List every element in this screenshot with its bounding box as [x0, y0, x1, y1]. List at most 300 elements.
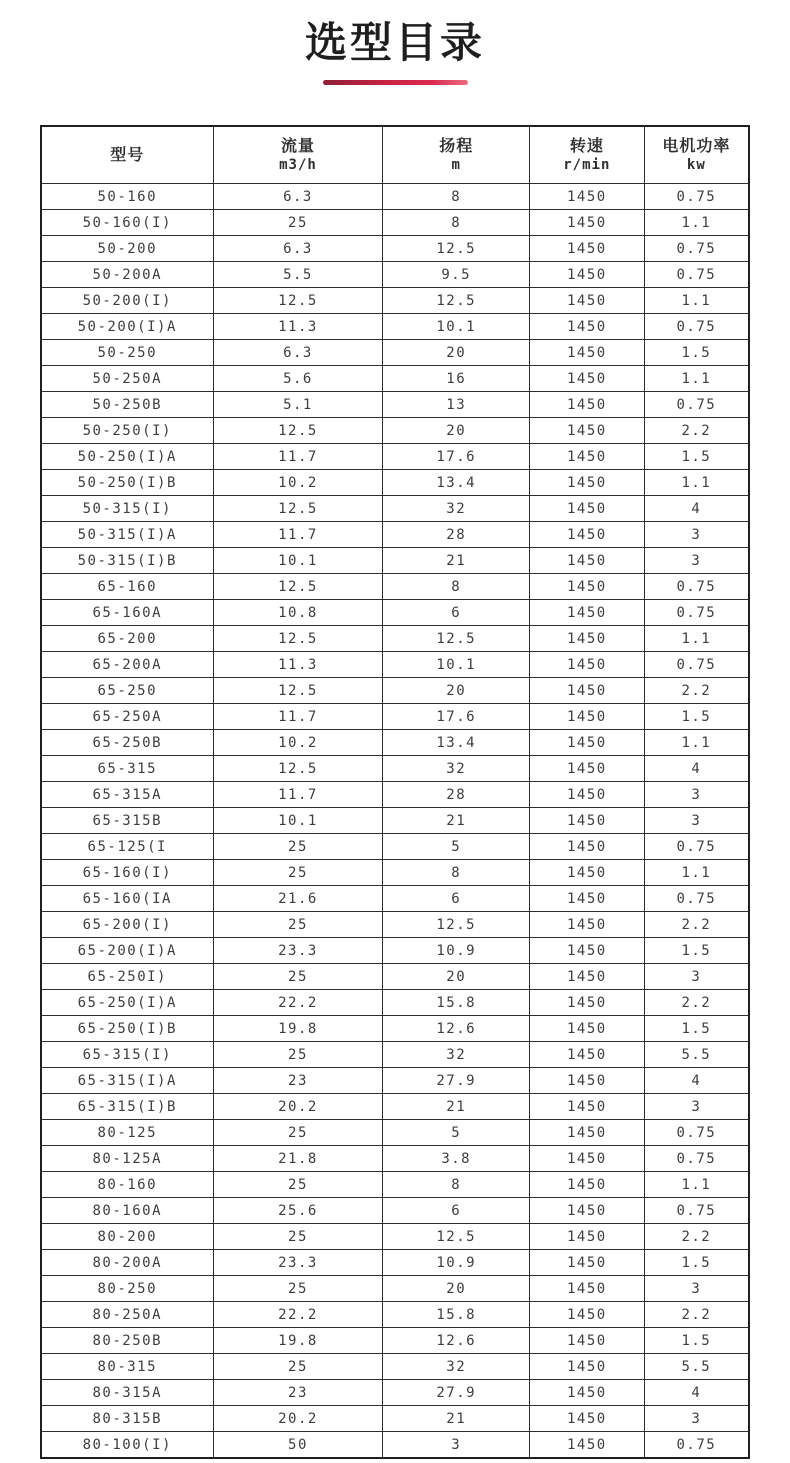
table-row	[41, 184, 749, 210]
speed-cell: 1450	[529, 860, 644, 886]
head-cell: 32	[383, 1042, 530, 1068]
power-cell: 5.5	[644, 1354, 749, 1380]
table-row	[41, 704, 749, 730]
table-row	[41, 288, 749, 314]
speed-cell: 1450	[529, 418, 644, 444]
head-cell: 12.6	[383, 1328, 530, 1354]
power-cell: 1.5	[644, 704, 749, 730]
column-unit: kw	[686, 157, 706, 173]
model-cell: 65-250(I)A	[41, 990, 213, 1016]
speed-cell: 1450	[529, 184, 644, 210]
flow-cell: 23	[213, 1380, 383, 1406]
flow-cell: 22.2	[213, 990, 383, 1016]
flow-cell: 25	[213, 1172, 383, 1198]
column-header-speed	[529, 126, 644, 184]
speed-cell: 1450	[529, 600, 644, 626]
table-row	[41, 1094, 749, 1120]
head-cell: 12.5	[383, 626, 530, 652]
speed-cell: 1450	[529, 1276, 644, 1302]
table-row	[41, 626, 749, 652]
head-cell: 21	[383, 808, 530, 834]
flow-cell: 11.7	[213, 782, 383, 808]
table-row	[41, 1016, 749, 1042]
flow-cell: 25	[213, 1224, 383, 1250]
table-row	[41, 990, 749, 1016]
table-row	[41, 210, 749, 236]
flow-cell: 25	[213, 912, 383, 938]
head-cell: 12.5	[383, 1224, 530, 1250]
model-cell: 65-315A	[41, 782, 213, 808]
head-cell: 3.8	[383, 1146, 530, 1172]
speed-cell: 1450	[529, 496, 644, 522]
column-name: 流量	[280, 136, 315, 155]
table-row	[41, 496, 749, 522]
power-cell: 0.75	[644, 886, 749, 912]
flow-cell: 6.3	[213, 184, 383, 210]
table-row	[41, 574, 749, 600]
power-cell: 1.1	[644, 626, 749, 652]
model-cell: 80-315	[41, 1354, 213, 1380]
head-cell: 21	[383, 1094, 530, 1120]
flow-cell: 12.5	[213, 574, 383, 600]
table-row	[41, 1250, 749, 1276]
power-cell: 3	[644, 1094, 749, 1120]
power-cell: 2.2	[644, 418, 749, 444]
head-cell: 5	[383, 1120, 530, 1146]
speed-cell: 1450	[529, 964, 644, 990]
table-row	[41, 600, 749, 626]
table-row	[41, 782, 749, 808]
speed-cell: 1450	[529, 1068, 644, 1094]
flow-cell: 10.1	[213, 808, 383, 834]
title-underline-accent	[323, 80, 468, 85]
model-cell: 65-315(I)	[41, 1042, 213, 1068]
power-cell: 0.75	[644, 600, 749, 626]
column-name: 电机功率	[662, 136, 731, 155]
head-cell: 13	[383, 392, 530, 418]
speed-cell: 1450	[529, 912, 644, 938]
head-cell: 10.9	[383, 1250, 530, 1276]
table-row	[41, 1406, 749, 1432]
flow-cell: 10.2	[213, 470, 383, 496]
table-row	[41, 912, 749, 938]
model-cell: 65-200	[41, 626, 213, 652]
model-cell: 80-100(I)	[41, 1432, 213, 1459]
speed-cell: 1450	[529, 626, 644, 652]
head-cell: 28	[383, 522, 530, 548]
column-name: 转速	[569, 136, 604, 155]
table-row	[41, 418, 749, 444]
speed-cell: 1450	[529, 756, 644, 782]
power-cell: 1.5	[644, 1016, 749, 1042]
power-cell: 4	[644, 1380, 749, 1406]
speed-cell: 1450	[529, 808, 644, 834]
model-cell: 50-200(I)A	[41, 314, 213, 340]
table-row	[41, 756, 749, 782]
model-cell: 50-315(I)	[41, 496, 213, 522]
head-cell: 15.8	[383, 1302, 530, 1328]
table-row	[41, 886, 749, 912]
head-cell: 15.8	[383, 990, 530, 1016]
flow-cell: 25	[213, 210, 383, 236]
speed-cell: 1450	[529, 834, 644, 860]
speed-cell: 1450	[529, 782, 644, 808]
power-cell: 1.5	[644, 1328, 749, 1354]
flow-cell: 50	[213, 1432, 383, 1459]
column-header-head	[383, 126, 530, 184]
power-cell: 2.2	[644, 912, 749, 938]
power-cell: 3	[644, 964, 749, 990]
model-cell: 65-250A	[41, 704, 213, 730]
flow-cell: 10.1	[213, 548, 383, 574]
speed-cell: 1450	[529, 1146, 644, 1172]
column-name: 扬程	[439, 136, 474, 155]
head-cell: 20	[383, 964, 530, 990]
table-row	[41, 1042, 749, 1068]
table-row	[41, 366, 749, 392]
speed-cell: 1450	[529, 288, 644, 314]
table-row	[41, 730, 749, 756]
model-cell: 50-200	[41, 236, 213, 262]
model-cell: 50-250(I)	[41, 418, 213, 444]
power-cell: 1.1	[644, 366, 749, 392]
model-cell: 65-250B	[41, 730, 213, 756]
speed-cell: 1450	[529, 730, 644, 756]
model-cell: 50-315(I)A	[41, 522, 213, 548]
column-unit: m3/h	[279, 157, 317, 173]
model-cell: 65-200(I)A	[41, 938, 213, 964]
flow-cell: 10.8	[213, 600, 383, 626]
column-header-flow	[213, 126, 383, 184]
head-cell: 8	[383, 210, 530, 236]
head-cell: 20	[383, 1276, 530, 1302]
head-cell: 13.4	[383, 470, 530, 496]
speed-cell: 1450	[529, 678, 644, 704]
speed-cell: 1450	[529, 1354, 644, 1380]
model-cell: 80-125	[41, 1120, 213, 1146]
power-cell: 0.75	[644, 236, 749, 262]
table-row	[41, 1198, 749, 1224]
head-cell: 3	[383, 1432, 530, 1459]
head-cell: 27.9	[383, 1380, 530, 1406]
model-cell: 65-160(I)	[41, 860, 213, 886]
power-cell: 3	[644, 522, 749, 548]
table-body	[41, 184, 749, 1459]
model-cell: 65-315(I)B	[41, 1094, 213, 1120]
power-cell: 4	[644, 756, 749, 782]
speed-cell: 1450	[529, 1302, 644, 1328]
table-row	[41, 470, 749, 496]
power-cell: 0.75	[644, 184, 749, 210]
flow-cell: 12.5	[213, 678, 383, 704]
model-cell: 80-315A	[41, 1380, 213, 1406]
speed-cell: 1450	[529, 236, 644, 262]
model-cell: 80-200A	[41, 1250, 213, 1276]
flow-cell: 23.3	[213, 938, 383, 964]
selection-table	[40, 125, 750, 1459]
power-cell: 3	[644, 782, 749, 808]
head-cell: 17.6	[383, 444, 530, 470]
flow-cell: 6.3	[213, 236, 383, 262]
table-row	[41, 392, 749, 418]
model-cell: 80-250	[41, 1276, 213, 1302]
table-row	[41, 314, 749, 340]
table-row	[41, 1354, 749, 1380]
head-cell: 17.6	[383, 704, 530, 730]
model-cell: 65-160(IA	[41, 886, 213, 912]
head-cell: 6	[383, 600, 530, 626]
table-row	[41, 964, 749, 990]
power-cell: 0.75	[644, 834, 749, 860]
table-row	[41, 522, 749, 548]
power-cell: 1.1	[644, 860, 749, 886]
model-cell: 50-250B	[41, 392, 213, 418]
table-row	[41, 1068, 749, 1094]
flow-cell: 25	[213, 1042, 383, 1068]
speed-cell: 1450	[529, 1042, 644, 1068]
head-cell: 20	[383, 418, 530, 444]
flow-cell: 19.8	[213, 1016, 383, 1042]
speed-cell: 1450	[529, 886, 644, 912]
speed-cell: 1450	[529, 574, 644, 600]
head-cell: 13.4	[383, 730, 530, 756]
power-cell: 3	[644, 1406, 749, 1432]
table-row	[41, 444, 749, 470]
header-row	[41, 126, 749, 184]
model-cell: 65-315	[41, 756, 213, 782]
power-cell: 2.2	[644, 678, 749, 704]
power-cell: 0.75	[644, 1198, 749, 1224]
speed-cell: 1450	[529, 392, 644, 418]
speed-cell: 1450	[529, 1250, 644, 1276]
flow-cell: 12.5	[213, 626, 383, 652]
flow-cell: 12.5	[213, 496, 383, 522]
head-cell: 5	[383, 834, 530, 860]
table-row	[41, 1224, 749, 1250]
model-cell: 65-200A	[41, 652, 213, 678]
flow-cell: 5.5	[213, 262, 383, 288]
model-cell: 65-315B	[41, 808, 213, 834]
flow-cell: 10.2	[213, 730, 383, 756]
speed-cell: 1450	[529, 704, 644, 730]
power-cell: 0.75	[644, 1120, 749, 1146]
head-cell: 12.5	[383, 288, 530, 314]
head-cell: 12.5	[383, 912, 530, 938]
power-cell: 0.75	[644, 1146, 749, 1172]
flow-cell: 20.2	[213, 1406, 383, 1432]
model-cell: 65-160A	[41, 600, 213, 626]
table-row	[41, 1172, 749, 1198]
head-cell: 32	[383, 756, 530, 782]
page-title: 选型目录	[304, 18, 485, 67]
power-cell: 2.2	[644, 1224, 749, 1250]
power-cell: 1.1	[644, 210, 749, 236]
speed-cell: 1450	[529, 1380, 644, 1406]
speed-cell: 1450	[529, 1172, 644, 1198]
model-cell: 50-160	[41, 184, 213, 210]
head-cell: 6	[383, 1198, 530, 1224]
table-row	[41, 1146, 749, 1172]
power-cell: 1.1	[644, 288, 749, 314]
flow-cell: 12.5	[213, 418, 383, 444]
speed-cell: 1450	[529, 938, 644, 964]
flow-cell: 11.7	[213, 704, 383, 730]
model-cell: 50-250A	[41, 366, 213, 392]
head-cell: 10.1	[383, 652, 530, 678]
model-cell: 50-200A	[41, 262, 213, 288]
model-cell: 50-160(I)	[41, 210, 213, 236]
flow-cell: 19.8	[213, 1328, 383, 1354]
power-cell: 0.75	[644, 314, 749, 340]
model-cell: 65-250I)	[41, 964, 213, 990]
head-cell: 21	[383, 548, 530, 574]
head-cell: 10.1	[383, 314, 530, 340]
flow-cell: 5.1	[213, 392, 383, 418]
table-header	[41, 126, 749, 184]
flow-cell: 25	[213, 1276, 383, 1302]
power-cell: 0.75	[644, 392, 749, 418]
flow-cell: 25.6	[213, 1198, 383, 1224]
table-row	[41, 548, 749, 574]
speed-cell: 1450	[529, 1224, 644, 1250]
table-row	[41, 860, 749, 886]
model-cell: 50-250(I)B	[41, 470, 213, 496]
speed-cell: 1450	[529, 210, 644, 236]
speed-cell: 1450	[529, 990, 644, 1016]
selection-table-wrap	[40, 125, 750, 1459]
column-name: 型号	[110, 145, 145, 164]
model-cell: 65-160	[41, 574, 213, 600]
head-cell: 21	[383, 1406, 530, 1432]
model-cell: 50-250(I)A	[41, 444, 213, 470]
speed-cell: 1450	[529, 314, 644, 340]
head-cell: 10.9	[383, 938, 530, 964]
column-unit: r/min	[563, 157, 611, 173]
table-row	[41, 1328, 749, 1354]
power-cell: 1.5	[644, 444, 749, 470]
power-cell: 5.5	[644, 1042, 749, 1068]
power-cell: 0.75	[644, 262, 749, 288]
speed-cell: 1450	[529, 1432, 644, 1459]
power-cell: 2.2	[644, 990, 749, 1016]
head-cell: 12.6	[383, 1016, 530, 1042]
flow-cell: 12.5	[213, 756, 383, 782]
power-cell: 1.5	[644, 1250, 749, 1276]
model-cell: 80-200	[41, 1224, 213, 1250]
head-cell: 28	[383, 782, 530, 808]
model-cell: 65-250	[41, 678, 213, 704]
flow-cell: 22.2	[213, 1302, 383, 1328]
power-cell: 1.1	[644, 470, 749, 496]
flow-cell: 25	[213, 834, 383, 860]
head-cell: 8	[383, 184, 530, 210]
model-cell: 80-160	[41, 1172, 213, 1198]
model-cell: 80-315B	[41, 1406, 213, 1432]
speed-cell: 1450	[529, 444, 644, 470]
power-cell: 2.2	[644, 1302, 749, 1328]
power-cell: 1.5	[644, 938, 749, 964]
speed-cell: 1450	[529, 1094, 644, 1120]
flow-cell: 25	[213, 1120, 383, 1146]
speed-cell: 1450	[529, 262, 644, 288]
table-row	[41, 834, 749, 860]
power-cell: 1.5	[644, 340, 749, 366]
table-row	[41, 1120, 749, 1146]
flow-cell: 6.3	[213, 340, 383, 366]
flow-cell: 23.3	[213, 1250, 383, 1276]
flow-cell: 23	[213, 1068, 383, 1094]
table-row	[41, 678, 749, 704]
head-cell: 32	[383, 1354, 530, 1380]
speed-cell: 1450	[529, 1016, 644, 1042]
flow-cell: 21.8	[213, 1146, 383, 1172]
power-cell: 4	[644, 1068, 749, 1094]
head-cell: 20	[383, 678, 530, 704]
flow-cell: 25	[213, 964, 383, 990]
speed-cell: 1450	[529, 1406, 644, 1432]
column-header-power	[644, 126, 749, 184]
speed-cell: 1450	[529, 522, 644, 548]
head-cell: 9.5	[383, 262, 530, 288]
table-row	[41, 1380, 749, 1406]
power-cell: 1.1	[644, 1172, 749, 1198]
flow-cell: 25	[213, 860, 383, 886]
model-cell: 80-250B	[41, 1328, 213, 1354]
model-cell: 80-160A	[41, 1198, 213, 1224]
model-cell: 65-125(I	[41, 834, 213, 860]
speed-cell: 1450	[529, 1120, 644, 1146]
power-cell: 4	[644, 496, 749, 522]
speed-cell: 1450	[529, 548, 644, 574]
table-row	[41, 236, 749, 262]
flow-cell: 11.3	[213, 314, 383, 340]
column-unit: m	[451, 157, 461, 173]
table-row	[41, 1302, 749, 1328]
head-cell: 8	[383, 574, 530, 600]
table-row	[41, 808, 749, 834]
speed-cell: 1450	[529, 1198, 644, 1224]
speed-cell: 1450	[529, 366, 644, 392]
flow-cell: 20.2	[213, 1094, 383, 1120]
model-cell: 65-250(I)B	[41, 1016, 213, 1042]
flow-cell: 25	[213, 1354, 383, 1380]
table-row	[41, 1432, 749, 1459]
column-header-model	[41, 126, 213, 184]
table-row	[41, 938, 749, 964]
table-row	[41, 652, 749, 678]
power-cell: 3	[644, 1276, 749, 1302]
power-cell: 0.75	[644, 574, 749, 600]
head-cell: 12.5	[383, 236, 530, 262]
model-cell: 50-315(I)B	[41, 548, 213, 574]
head-cell: 20	[383, 340, 530, 366]
model-cell: 50-250	[41, 340, 213, 366]
table-row	[41, 262, 749, 288]
flow-cell: 5.6	[213, 366, 383, 392]
power-cell: 1.1	[644, 730, 749, 756]
model-cell: 80-125A	[41, 1146, 213, 1172]
power-cell: 3	[644, 808, 749, 834]
model-cell: 65-315(I)A	[41, 1068, 213, 1094]
speed-cell: 1450	[529, 1328, 644, 1354]
flow-cell: 12.5	[213, 288, 383, 314]
flow-cell: 11.7	[213, 522, 383, 548]
head-cell: 6	[383, 886, 530, 912]
flow-cell: 11.7	[213, 444, 383, 470]
model-cell: 80-250A	[41, 1302, 213, 1328]
head-cell: 16	[383, 366, 530, 392]
power-cell: 3	[644, 548, 749, 574]
